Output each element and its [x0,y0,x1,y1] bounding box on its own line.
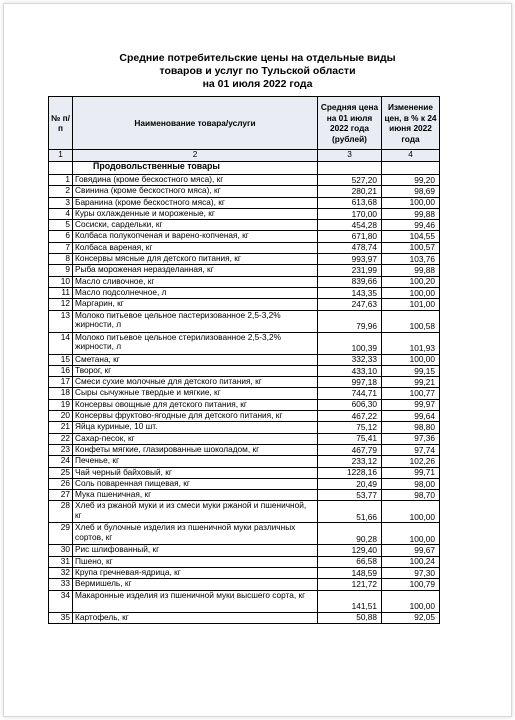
row-name: Творог, кг [73,365,318,376]
row-number: 22 [49,433,73,444]
row-price: 66,58 [318,556,382,567]
row-number: 31 [49,556,73,567]
row-name: Сметана, кг [73,354,318,365]
column-number-row [49,150,440,162]
table-row [49,411,440,422]
row-change: 100,00 [382,354,440,365]
row-change: 98,69 [382,186,440,197]
title-line: на 01 июля 2022 года [202,78,313,90]
row-number: 8 [49,254,73,265]
row-price: 79,96 [318,310,382,332]
row-number: 33 [49,579,73,590]
section-spacer [318,162,382,175]
row-price: 839,66 [318,276,382,287]
table-row [49,568,440,579]
row-price: 100,39 [318,332,382,354]
table-row [49,612,440,623]
row-number: 25 [49,467,73,478]
row-name: Куры охлажденные и мороженые, кг [73,208,318,219]
row-name: Консервы фруктово-ягодные для детского питания, кг [73,411,318,422]
title-line: товаров и услуг по Тульской области [159,65,356,77]
row-price: 129,40 [318,545,382,556]
row-change: 104,55 [382,231,440,242]
table-row [49,197,440,208]
table-row [49,276,440,287]
table-row [49,490,440,501]
row-change: 98,70 [382,490,440,501]
prices-table [48,96,440,624]
table-row [49,175,440,186]
row-name: Маргарин, кг [73,299,318,310]
column-number: 1 [49,150,73,162]
row-price: 467,22 [318,411,382,422]
row-price: 467,79 [318,444,382,455]
row-name: Вермишель, кг [73,579,318,590]
row-number: 34 [49,590,73,612]
row-price: 613,68 [318,197,382,208]
row-change: 101,93 [382,332,440,354]
row-price: 997,18 [318,377,382,388]
row-change: 99,46 [382,220,440,231]
row-change: 100,20 [382,276,440,287]
row-number: 19 [49,399,73,410]
row-number: 5 [49,220,73,231]
section-spacer [49,162,73,175]
row-name: Консервы овощные для детского питания, кг [73,399,318,410]
title-line: Средние потребительские цены на отдельные виды [119,52,396,64]
table-row [49,354,440,365]
row-change: 100,00 [382,197,440,208]
table-row [49,377,440,388]
row-change: 101,00 [382,299,440,310]
row-number: 30 [49,545,73,556]
row-change: 100,00 [382,523,440,545]
row-name: Сосиски, сардельки, кг [73,220,318,231]
table-row [49,433,440,444]
row-number: 32 [49,568,73,579]
row-number: 4 [49,208,73,219]
table-row [49,422,440,433]
table-row [49,242,440,253]
row-price: 143,35 [318,287,382,298]
row-name: Консервы мясные для детского питания, кг [73,254,318,265]
row-change: 100,00 [382,590,440,612]
row-price: 231,99 [318,265,382,276]
row-number: 13 [49,310,73,332]
table-row [49,208,440,219]
row-number: 16 [49,365,73,376]
column-number: 4 [382,150,440,162]
row-change: 100,77 [382,388,440,399]
row-price: 90,28 [318,523,382,545]
row-price: 75,41 [318,433,382,444]
row-price: 247,63 [318,299,382,310]
row-change: 99,64 [382,411,440,422]
row-name: Соль поваренная пищевая, кг [73,478,318,489]
row-change: 99,20 [382,175,440,186]
row-number: 17 [49,377,73,388]
row-name: Крупа гречневая-ядрица, кг [73,568,318,579]
row-price: 141,51 [318,590,382,612]
row-change: 97,36 [382,433,440,444]
row-number: 12 [49,299,73,310]
row-price: 51,66 [318,501,382,523]
row-name: Баранина (кроме бескостного мяса), кг [73,197,318,208]
row-change: 100,00 [382,287,440,298]
column-number: 3 [318,150,382,162]
row-number: 35 [49,612,73,623]
row-number: 3 [49,197,73,208]
row-change: 100,58 [382,310,440,332]
header-price: Средняя цена на 01 июля 2022 года (рублей) [318,97,382,150]
table-row [49,332,440,354]
row-price: 50,88 [318,612,382,623]
table-row [49,388,440,399]
row-number: 24 [49,456,73,467]
row-number: 21 [49,422,73,433]
table-row [49,579,440,590]
row-name: Чай черный байховый, кг [73,467,318,478]
row-price: 332,33 [318,354,382,365]
section-row [49,162,440,175]
table-row [49,287,440,298]
table-row [49,556,440,567]
row-change: 99,21 [382,377,440,388]
row-price: 671,80 [318,231,382,242]
table-row [49,299,440,310]
row-name: Макаронные изделия из пшеничной муки высшего сорта, кг [73,590,318,612]
row-price: 606,30 [318,399,382,410]
row-number: 23 [49,444,73,455]
row-name: Смеси сухие молочные для детского питания, кг [73,377,318,388]
row-name: Масло подсолнечное, л [73,287,318,298]
row-number: 14 [49,332,73,354]
row-price: 53,77 [318,490,382,501]
table-row [49,590,440,612]
row-change: 99,71 [382,467,440,478]
row-name: Масло сливочное, кг [73,276,318,287]
row-name: Хлеб и булочные изделия из пшеничной муки различных сортов, кг [73,523,318,545]
row-number: 11 [49,287,73,298]
row-change: 99,67 [382,545,440,556]
row-name: Конфеты мягкие, глазированные шоколадом, кг [73,444,318,455]
row-number: 9 [49,265,73,276]
row-name: Яйца куриные, 10 шт. [73,422,318,433]
row-change: 98,00 [382,478,440,489]
row-price: 75,12 [318,422,382,433]
row-name: Пшено, кг [73,556,318,567]
row-number: 18 [49,388,73,399]
row-price: 478,74 [318,242,382,253]
row-change: 100,57 [382,242,440,253]
row-change: 97,30 [382,568,440,579]
row-number: 20 [49,411,73,422]
row-price: 121,72 [318,579,382,590]
table-row [49,444,440,455]
row-number: 2 [49,186,73,197]
column-number: 2 [73,150,318,162]
row-price: 148,59 [318,568,382,579]
row-change: 103,76 [382,254,440,265]
row-change: 99,15 [382,365,440,376]
table-row [49,265,440,276]
row-number: 27 [49,490,73,501]
row-name: Сыры сычужные твердые и мягкие, кг [73,388,318,399]
table-row [49,186,440,197]
row-change: 97,74 [382,444,440,455]
table-row [49,310,440,332]
row-change: 98,80 [382,422,440,433]
row-number: 29 [49,523,73,545]
row-name: Молоко питьевое цельное стерилизованное 2,5-3,2% жирности, л [73,332,318,354]
row-price: 433,10 [318,365,382,376]
header-change: Изменение цен, в % к 24 июня 2022 года [382,97,440,150]
table-row [49,399,440,410]
row-name: Хлеб из ржаной муки и из смеси муки ржаной и пшеничной, кг [73,501,318,523]
header-name: Наименование товара/услуги [73,97,318,150]
section-spacer [382,162,440,175]
table-row [49,456,440,467]
table-row [49,523,440,545]
row-price: 1228,16 [318,467,382,478]
row-price: 527,20 [318,175,382,186]
table-header-row [49,97,440,150]
table-row [49,467,440,478]
row-name: Печенье, кг [73,456,318,467]
row-name: Молоко питьевое цельное пастеризованное 2,5-3,2% жирности, л [73,310,318,332]
row-number: 26 [49,478,73,489]
row-name: Свинина (кроме бескостного мяса), кг [73,186,318,197]
row-change: 92,05 [382,612,440,623]
row-change: 102,26 [382,456,440,467]
row-number: 7 [49,242,73,253]
table-row [49,254,440,265]
table-row [49,478,440,489]
row-change: 100,00 [382,501,440,523]
row-number: 6 [49,231,73,242]
row-name: Сахар-песок, кг [73,433,318,444]
row-change: 100,24 [382,556,440,567]
row-name: Колбаса полукопченая и варено-копченая, кг [73,231,318,242]
row-name: Говядина (кроме бескостного мяса), кг [73,175,318,186]
row-number: 28 [49,501,73,523]
row-price: 20,49 [318,478,382,489]
row-price: 280,21 [318,186,382,197]
row-name: Колбаса вареная, кг [73,242,318,253]
row-change: 100,79 [382,579,440,590]
row-name: Картофель, кг [73,612,318,623]
row-number: 10 [49,276,73,287]
row-price: 233,12 [318,456,382,467]
row-price: 454,28 [318,220,382,231]
row-price: 170,00 [318,208,382,219]
table-row [49,545,440,556]
table-row [49,365,440,376]
row-name: Мука пшеничная, кг [73,490,318,501]
row-price: 993,97 [318,254,382,265]
row-name: Рис шлифованный, кг [73,545,318,556]
table-row [49,501,440,523]
table-row [49,220,440,231]
section-title: Продовольственные товары [73,162,318,175]
row-number: 15 [49,354,73,365]
row-price: 744,71 [318,388,382,399]
document-title [0,52,515,91]
header-number: № п/п [49,97,73,150]
row-name: Рыба мороженая неразделанная, кг [73,265,318,276]
row-number: 1 [49,175,73,186]
row-change: 99,88 [382,208,440,219]
row-change: 99,88 [382,265,440,276]
table-row [49,231,440,242]
row-change: 99,97 [382,399,440,410]
